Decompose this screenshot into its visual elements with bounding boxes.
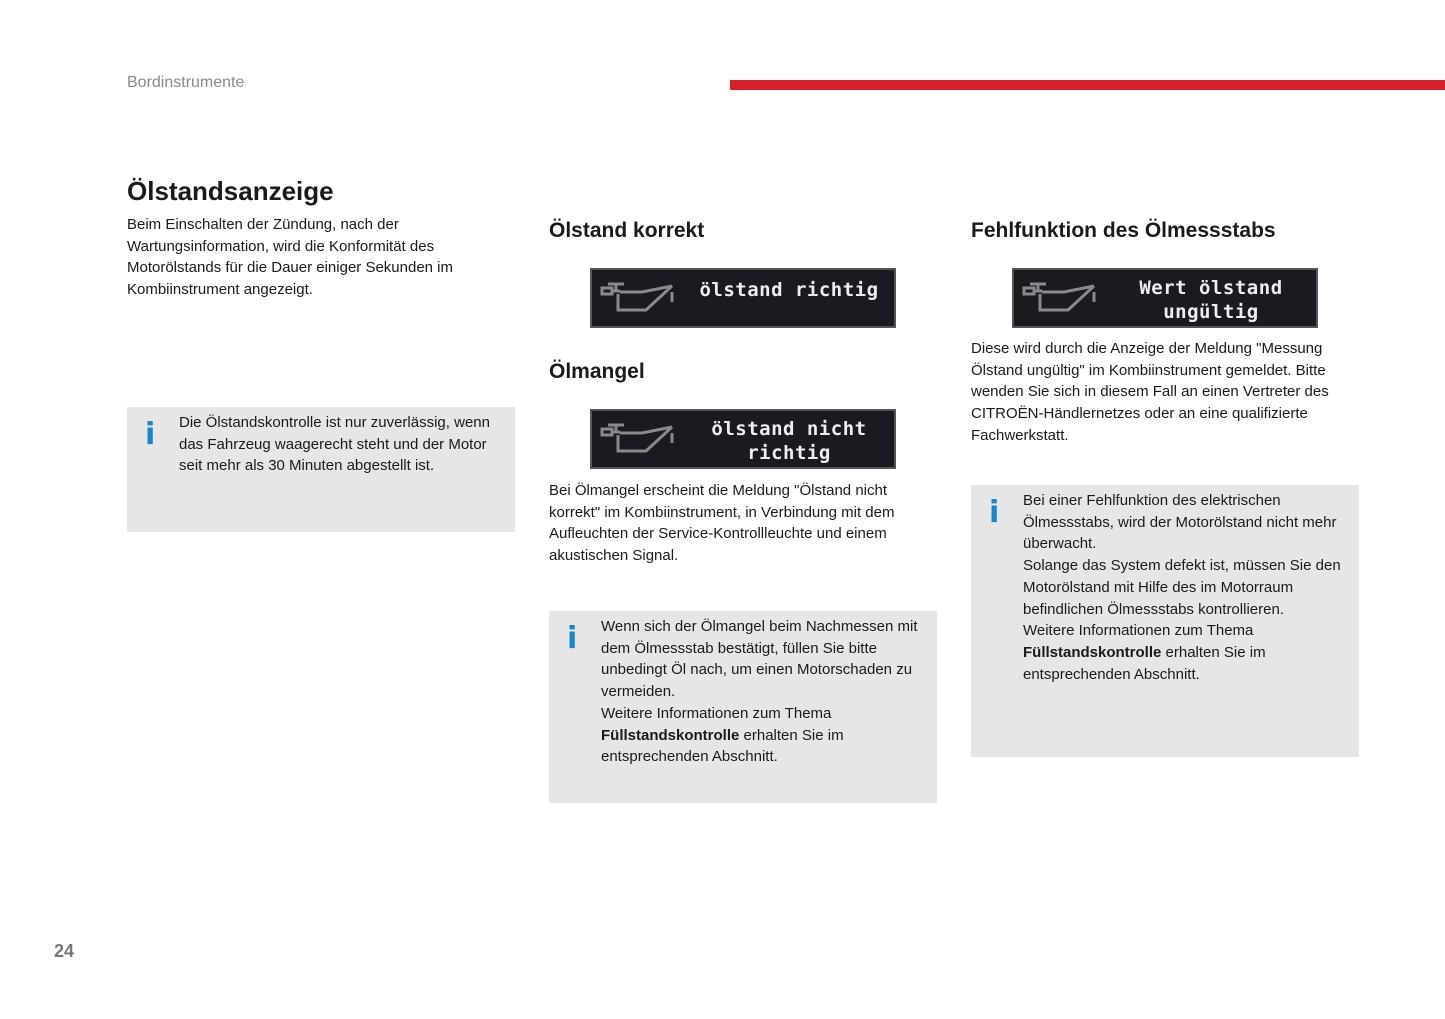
display-oil-low: [590, 409, 896, 469]
display-message: ölstand richtig: [699, 279, 879, 301]
fault-text: Diese wird durch die Anzeige der Meldung "Messung Ölstand ungültig" im Kombiinstrument gemeldet. Bitte wenden Sie sich in diesem Fall an einen Vertreter des CITROËN-Händlernetzes oder an eine qualifizierte Fachwerkstatt.: [971, 340, 1329, 444]
display-message: Wert ölstand ungültig: [1139, 277, 1283, 323]
heading-oil-low: Ölmangel: [549, 360, 645, 383]
display-message: ölstand nicht richtig: [711, 418, 867, 464]
info-icon: i: [989, 495, 1000, 530]
heading-oil-correct: Ölstand korrekt: [549, 219, 705, 242]
info-text: Wenn sich der Ölmangel beim Nachmessen mit dem Ölmessstab bestätigt, füllen Sie bitte unbedingt Öl nach, um einen Motorschaden zu vermeiden. Weitere Informationen zum Thema Füllstandskontrolle erhalten Sie im entsprechenden Abschnitt.: [601, 618, 918, 766]
display-oil-correct: [590, 268, 896, 328]
heading-dipstick-fault: Fehlfunktion des Ölmessstabs: [971, 219, 1276, 242]
header-accent-bar: [730, 80, 1445, 90]
display-invalid: [1012, 268, 1318, 328]
info-box: [549, 611, 937, 803]
info-text: Bei einer Fehlfunktion des elektrischen Ölmessstabs, wird der Motorölstand nicht mehr überwacht. Solange das System defekt ist, müssen Sie den Motorölstand mit Hilfe des im Motorraum befindlichen Ölmessstabs kontrollieren. Weitere Informationen zum Thema Füllstandskontrolle erhalten Sie im entsprechenden Abschnitt.: [1023, 492, 1341, 683]
info-box: [971, 485, 1359, 757]
info-text: Die Ölstandskontrolle ist nur zuverlässig, wenn das Fahrzeug waagerecht steht und der Motor seit mehr als 30 Minuten abgestellt ist.: [179, 414, 490, 475]
intro-text: Beim Einschalten der Zündung, nach der Wartungsinformation, wird die Konformität des Motorölstands für die Dauer einiger Sekunden im Kombiinstrument angezeigt.: [127, 216, 454, 299]
oil-can-icon: [598, 280, 684, 316]
oil-can-icon: [1020, 280, 1106, 316]
section-title: Bordinstrumente: [127, 74, 245, 91]
oil-low-text: Bei Ölmangel erscheint die Meldung "Ölstand nicht korrekt" im Kombiinstrument, in Verbindung mit dem Aufleuchten der Service-Kontrollleuchte und einem akustischen Signal.: [549, 482, 895, 565]
page-number: 24: [54, 941, 75, 961]
info-icon: i: [145, 417, 156, 452]
page-title: Ölstandsanzeige: [127, 176, 334, 206]
oil-can-icon: [598, 421, 684, 457]
info-box: [127, 407, 515, 532]
info-icon: i: [567, 621, 578, 656]
